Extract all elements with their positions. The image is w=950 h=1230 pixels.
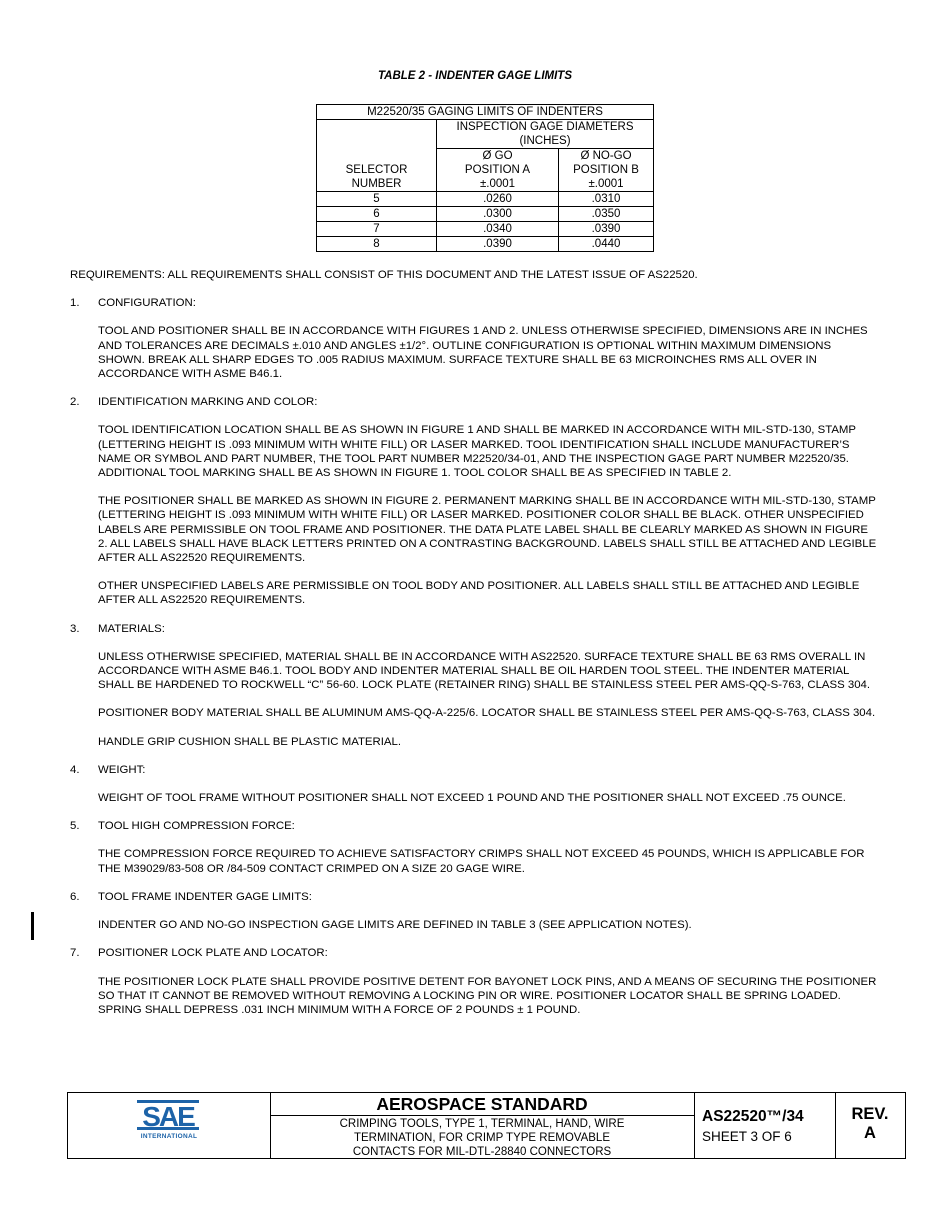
section-paragraph: THE POSITIONER LOCK PLATE SHALL PROVIDE POSITIVE DETENT FOR BAYONET LOCK PINS, AND A MEANS OF SECURING THE POSITIONER SO THAT IT CANNOT BE REMOVED WITHOUT REMOVING A LOCKING PIN OR WIRE. POSITIONER LOCATOR SHALL BE SPRING LOADED. SPRING SHALL DEPRESS .031 INCH MINIMUM WITH A FORCE OF 2 POUNDS ± 1 POUND. <box>98 975 877 1016</box>
section-number: 6. <box>70 890 80 903</box>
section-number: 4. <box>70 763 80 776</box>
revision-change-bar <box>31 912 34 940</box>
table-row <box>317 237 654 252</box>
nogo-header: Ø NO-GO POSITION B ±.0001 <box>559 149 654 192</box>
section-heading: CONFIGURATION: <box>98 297 196 310</box>
section-heading: TOOL HIGH COMPRESSION FORCE: <box>98 820 295 833</box>
title-block <box>67 1092 906 1159</box>
go-cell: .0300 <box>437 207 559 222</box>
section-paragraph: HANDLE GRIP CUSHION SHALL BE PLASTIC MATERIAL. <box>98 735 401 748</box>
revision-label: REV. <box>851 1105 889 1123</box>
sae-logo-subtitle: INTERNATIONAL <box>140 1133 198 1140</box>
table-title: TABLE 2 - INDENTER GAGE LIMITS <box>377 70 572 82</box>
section-3 <box>70 622 880 749</box>
section-heading: POSITIONER LOCK PLATE AND LOCATOR: <box>98 947 328 960</box>
section-number: 2. <box>70 396 80 409</box>
section-7 <box>70 946 880 1017</box>
section-paragraph: WEIGHT OF TOOL FRAME WITHOUT POSITIONER SHALL NOT EXCEED 1 POUND AND THE POSITIONER SHALL NOT EXCEED .75 OUNCE. <box>98 792 846 805</box>
selector-cell: 7 <box>317 222 437 237</box>
aerospace-standard-title: AEROSPACE STANDARD <box>270 1093 694 1116</box>
doc-number-cell <box>694 1093 836 1158</box>
go-header: Ø GO POSITION A ±.0001 <box>437 149 559 192</box>
document-number: AS22520™/34 <box>702 1108 804 1125</box>
selector-cell: 6 <box>317 207 437 222</box>
sae-logo <box>68 1093 271 1158</box>
section-paragraph: TOOL IDENTIFICATION LOCATION SHALL BE AS SHOWN IN FIGURE 1 AND SHALL BE MARKED IN ACCORDANCE WITH MIL-STD-130, STAMP (LETTERING HEIGHT IS .093 MINIMUM WITH WHITE FILL) OR LASER MARKED. TOOL IDENTIFICATION SHALL INCLUDE MANUFACTURER’S NAME OR SYMBOL AND PART NUMBER, THE TOOL PART NUMBER M22520/34-01, AND THE INSPECTION GAGE PART NUMBER M22520/35. ADDITIONAL TOOL MARKING SHALL BE AS SHOWN IN FIGURE 1. TOOL COLOR SHALL BE AS SPECIFIED IN TABLE 2. <box>98 424 856 480</box>
section-4 <box>70 763 880 805</box>
section-heading: WEIGHT: <box>98 763 146 776</box>
section-heading: IDENTIFICATION MARKING AND COLOR: <box>98 396 318 409</box>
go-cell: .0340 <box>437 222 559 237</box>
inspection-gage-header: INSPECTION GAGE DIAMETERS (INCHES) <box>437 120 654 149</box>
title-cell <box>270 1093 695 1158</box>
section-number: 3. <box>70 622 80 635</box>
table-main-header: M22520/35 GAGING LIMITS OF INDENTERS <box>317 105 654 120</box>
table-row <box>317 222 654 237</box>
nogo-cell: .0390 <box>559 222 654 237</box>
table-row <box>317 192 654 207</box>
revision-value: A <box>864 1124 876 1142</box>
section-number: 5. <box>70 820 80 833</box>
section-paragraph: OTHER UNSPECIFIED LABELS ARE PERMISSIBLE ON TOOL BODY AND POSITIONER. ALL LABELS SHALL STILL BE ATTACHED AND LEGIBLE AFTER ALL AS22520 REQUIREMENTS. <box>98 580 860 607</box>
section-1 <box>70 296 880 381</box>
selector-cell: 8 <box>317 237 437 252</box>
go-cell: .0390 <box>437 237 559 252</box>
document-body <box>70 268 880 1031</box>
nogo-cell: .0350 <box>559 207 654 222</box>
table-row <box>317 207 654 222</box>
selector-cell: 5 <box>317 192 437 207</box>
section-paragraph: POSITIONER BODY MATERIAL SHALL BE ALUMINUM AMS-QQ-A-225/6. LOCATOR SHALL BE STAINLESS STEEL PER AMS-QQ-S-763, CLASS 304. <box>98 707 876 720</box>
section-paragraph: INDENTER GO AND NO-GO INSPECTION GAGE LIMITS ARE DEFINED IN TABLE 3 (SEE APPLICATION NOTES). <box>98 919 692 932</box>
selector-header: SELECTOR NUMBER <box>317 120 437 192</box>
sheet-number: SHEET 3 OF 6 <box>702 1129 792 1144</box>
section-number: 1. <box>70 297 80 310</box>
go-cell: .0260 <box>437 192 559 207</box>
indenter-gage-table <box>316 104 654 252</box>
section-number: 7. <box>70 947 80 960</box>
section-5 <box>70 819 880 876</box>
section-heading: TOOL FRAME INDENTER GAGE LIMITS: <box>98 890 312 903</box>
section-paragraph: THE POSITIONER SHALL BE MARKED AS SHOWN IN FIGURE 2. PERMANENT MARKING SHALL BE IN ACCORDANCE WITH MIL-STD-130, STAMP (LETTERING HEIGHT IS .093 MINIMUM WITH WHITE FILL) OR LASER MARKED. POSITIONER COLOR SHALL BE BLACK. OTHER UNSPECIFIED LABELS ARE PERMISSIBLE ON TOOL FRAME AND POSITIONER. THE DATA PLATE LABEL SHALL BE CLEARLY MARKED AS SHOWN IN FIGURE 2. ALL LABELS SHALL HAVE BLACK LETTERS PRINTED ON A CONTRASTING BACKGROUND. LABELS SHALL STILL BE ATTACHED AND LEGIBLE AFTER ALL AS22520 REQUIREMENTS. <box>98 495 877 565</box>
section-6 <box>70 890 880 932</box>
svg-text:SAE: SAE <box>142 1101 194 1132</box>
nogo-cell: .0440 <box>559 237 654 252</box>
section-2 <box>70 395 880 607</box>
section-heading: MATERIALS: <box>98 622 165 635</box>
section-paragraph: TOOL AND POSITIONER SHALL BE IN ACCORDANCE WITH FIGURES 1 AND 2. UNLESS OTHERWISE SPECIFIED, DIMENSIONS ARE IN INCHES AND TOLERANCES ARE DECIMALS ±.010 AND ANGLES ±1/2°. OUTLINE CONFIGURATION IS OPTIONAL WITHIN MAXIMUM DIMENSIONS SHOWN. BREAK ALL SHARP EDGES TO .005 RADIUS MAXIMUM. SURFACE TEXTURE SHALL BE 63 MICROINCHES RMS ALL OVER IN ACCORDANCE WITH ASME B46.1. <box>98 325 868 381</box>
section-paragraph: UNLESS OTHERWISE SPECIFIED, MATERIAL SHALL BE IN ACCORDANCE WITH AS22520. SURFACE TEXTURE SHALL BE 63 RMS OVERALL IN ACCORDANCE WITH ASME B46.1. TOOL BODY AND INDENTER MATERIAL SHALL BE OIL HARDEN TOOL STEEL. THE INDENTER MATERIAL SHALL BE HARDENED TO ROCKWELL “C” 56-60. LOCK PLATE (RETAINER RING) SHALL BE STAINLESS STEEL PER AMS-QQ-S-763, CLASS 304. <box>98 650 871 692</box>
revision-cell <box>835 1093 905 1158</box>
section-paragraph: THE COMPRESSION FORCE REQUIRED TO ACHIEVE SATISFACTORY CRIMPS SHALL NOT EXCEED 45 POUNDS, WHICH IS APPLICABLE FOR THE M39029/83-508 OR /84-509 CONTACT CRIMPED ON A SIZE 20 GAGE WIRE. <box>98 848 865 875</box>
document-subtitle: CRIMPING TOOLS, TYPE 1, TERMINAL, HAND, WIRE TERMINATION, FOR CRIMP TYPE REMOVABLE CONTACTS FOR MIL-DTL-28840 CONNECTORS <box>339 1118 625 1158</box>
requirements-statement: REQUIREMENTS: ALL REQUIREMENTS SHALL CONSIST OF THIS DOCUMENT AND THE LATEST ISSUE OF AS22520. <box>70 269 698 281</box>
nogo-cell: .0310 <box>559 192 654 207</box>
